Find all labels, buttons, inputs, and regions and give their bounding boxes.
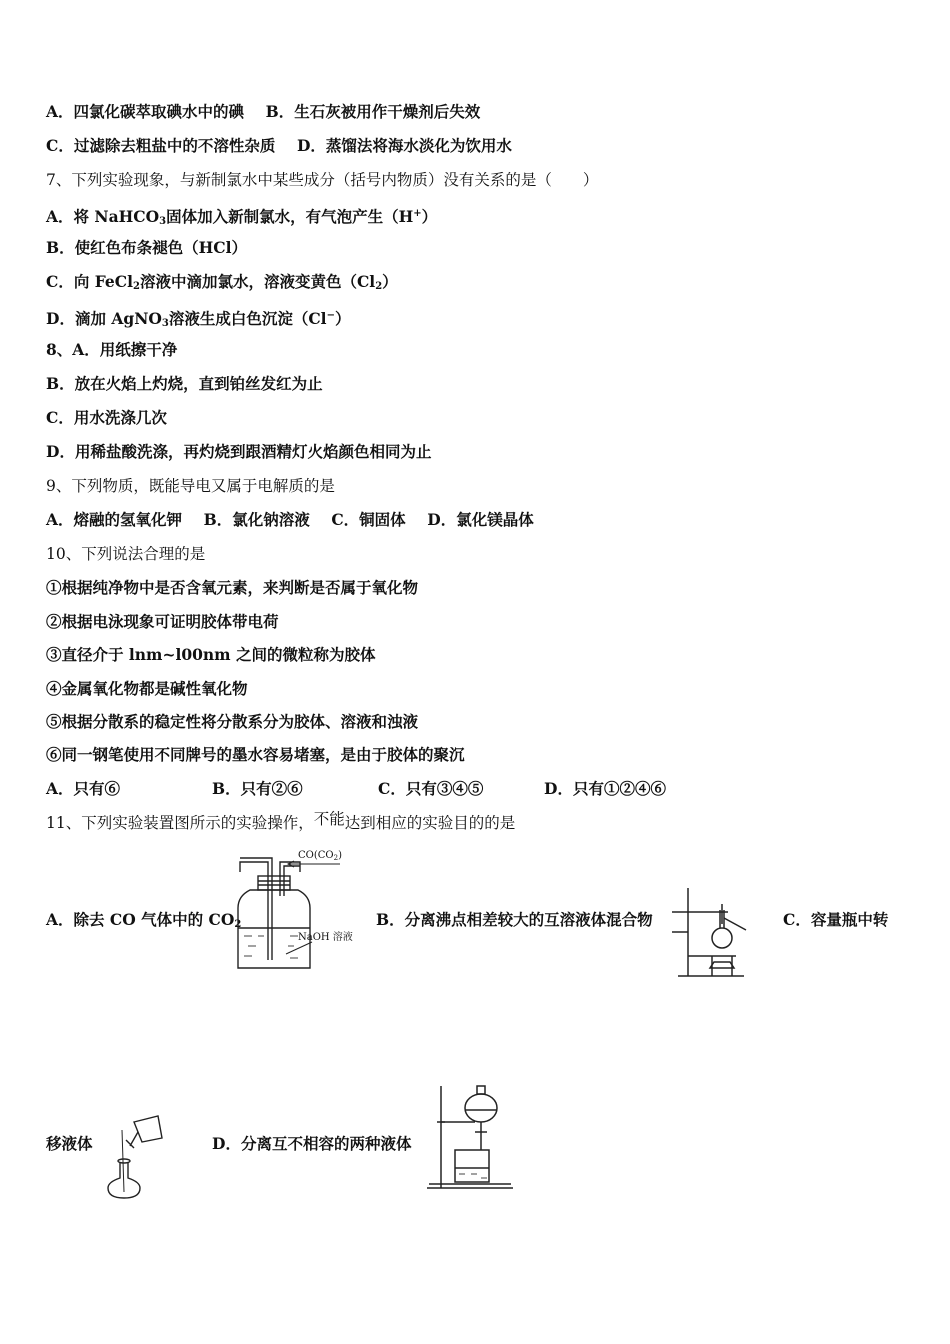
- q10-options: [46, 779, 666, 799]
- q9-options: [46, 510, 534, 530]
- q6-option-a: A．四氯化碳萃取碘水中的碘: [46, 102, 245, 121]
- separatory-funnel-figure: [425, 1076, 521, 1194]
- q6-options-row1: [46, 102, 480, 122]
- q9-option-a: A．熔融的氢氧化钾: [46, 510, 183, 529]
- gas-label: $CO(CO_2)$: [298, 850, 342, 862]
- q10-option-b: B．只有②⑥: [212, 779, 303, 798]
- q11-option-a-label: A．除去 CO 气体中的 $CO_2$: [46, 910, 242, 930]
- q9-option-d: D．氯化镁晶体: [427, 510, 534, 529]
- q6-option-d: D．蒸馏法将海水淡化为饮用水: [296, 136, 512, 155]
- q10-item-6: ⑥同一钢笔使用不同牌号的墨水容易堵塞，是由于胶体的聚沉: [46, 745, 465, 764]
- q9-option-b: B．氯化钠溶液: [203, 510, 310, 529]
- q10-item-3: ③直径介于 lnm~l00nm 之间的微粒称为胶体: [46, 645, 376, 664]
- q7-option-a: A．将 NaHCO$_3$固体加入新制氯水，有气泡产生（H+）: [46, 207, 438, 228]
- q8-option-b: B．放在火焰上灼烧，直到铂丝发红为止: [46, 374, 323, 393]
- q11-option-c-label: C．容量瓶中转: [783, 910, 889, 929]
- q10-item-4: ④金属氧化物都是碱性氧化物: [46, 679, 248, 698]
- q7-option-b: B．使红色布条褪色（HCl）: [46, 238, 247, 257]
- q6-options-row2: [46, 136, 512, 156]
- q7-option-d: D．滴加 AgNO$_3$溶液生成白色沉淀（Cl−）: [46, 309, 351, 330]
- q11-option-b-label: B．分离沸点相差较大的互溶液体混合物: [376, 910, 653, 929]
- q10-option-a: A．只有⑥: [46, 779, 121, 798]
- q6-option-c: C．过滤除去粗盐中的不溶性杂质: [46, 136, 276, 155]
- q11-stem: 11、下列实验装置图所示的实验操作，不能达到相应的实验目的的是: [46, 810, 516, 832]
- q10-item-2: ②根据电泳现象可证明胶体带电荷: [46, 612, 279, 631]
- q10-option-c: C．只有③④⑤: [378, 779, 484, 798]
- q7-stem: 7、下列实验现象，与新制氯水中某些成分（括号内物质）没有关系的是（ ）: [46, 171, 599, 189]
- naoh-label: NaOH 溶液: [298, 932, 353, 943]
- q8-option-a: 8、A．用纸擦干净: [46, 340, 178, 359]
- q11-option-d-label: D．分离互不相容的两种液体: [212, 1134, 412, 1153]
- q6-option-b: B．生石灰被用作干燥剂后失效: [265, 102, 481, 121]
- q10-stem: 10、下列说法合理的是: [46, 545, 206, 563]
- gas-washing-bottle-figure: [228, 842, 358, 977]
- q10-option-d: D．只有①②④⑥: [544, 779, 666, 798]
- q10-item-5: ⑤根据分散系的稳定性将分散系分为胶体、溶液和浊液: [46, 712, 419, 731]
- q8-option-d: D．用稀盐酸洗涤，再灼烧到跟酒精灯火焰颜色相同为止: [46, 442, 432, 461]
- q11-option-c-label-cont: 移液体: [46, 1134, 93, 1153]
- q9-stem: 9、下列物质，既能导电又属于电解质的是: [46, 477, 335, 495]
- distillation-setup-figure: [672, 884, 752, 979]
- volumetric-flask-figure: [104, 1110, 168, 1200]
- q10-item-1: ①根据纯净物中是否含氧元素，来判断是否属于氧化物: [46, 578, 419, 597]
- q9-option-c: C．铜固体: [331, 510, 406, 529]
- q7-option-c: C．向 FeCl$_2$溶液中滴加氯水，溶液变黄色$(Cl_2)$: [46, 272, 398, 292]
- q8-option-c: C．用水洗涤几次: [46, 408, 167, 427]
